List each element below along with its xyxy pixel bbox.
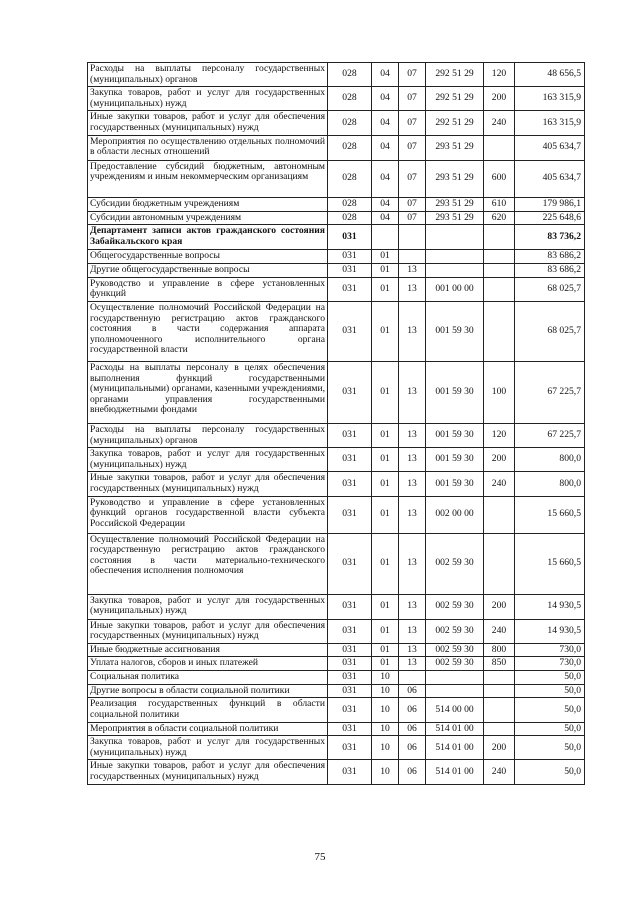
- cell-subsection: 13: [399, 657, 426, 671]
- cell-expense-type: [484, 533, 515, 594]
- table-row: [88, 361, 585, 423]
- cell-target-article: 292 51 29: [426, 63, 484, 87]
- cell-amount: 163 315,9: [515, 87, 585, 111]
- table-row: [88, 760, 585, 785]
- cell-subsection: 13: [399, 619, 426, 643]
- cell-expense-type: 200: [484, 87, 515, 111]
- cell-ministry-code: 028: [328, 135, 372, 160]
- cell-amount: 50,0: [515, 736, 585, 760]
- cell-section: 01: [372, 643, 399, 657]
- cell-subsection: 07: [399, 211, 426, 225]
- cell-name: Общегосударственные вопросы: [88, 250, 328, 264]
- cell-subsection: 07: [399, 87, 426, 111]
- cell-expense-type: 120: [484, 63, 515, 87]
- cell-subsection: 07: [399, 197, 426, 211]
- cell-section: 01: [372, 277, 399, 301]
- cell-name: Мероприятия в области социальной политики: [88, 722, 328, 736]
- table-row: [88, 643, 585, 657]
- cell-expense-type: [484, 698, 515, 722]
- cell-section: 04: [372, 160, 399, 197]
- cell-amount: 50,0: [515, 670, 585, 684]
- cell-target-article: 514 01 00: [426, 722, 484, 736]
- cell-name: Закупка товаров, работ и услуг для государственных (муниципальных) нужд: [88, 594, 328, 619]
- cell-amount: 83 686,2: [515, 263, 585, 277]
- cell-subsection: 07: [399, 160, 426, 197]
- cell-name: Закупка товаров, работ и услуг для государственных (муниципальных) нужд: [88, 448, 328, 472]
- cell-expense-type: 100: [484, 361, 515, 423]
- table-row: [88, 594, 585, 619]
- cell-name: Субсидии бюджетным учреждениям: [88, 197, 328, 211]
- cell-subsection: 13: [399, 472, 426, 496]
- table-row: [88, 657, 585, 671]
- table-row: [88, 301, 585, 361]
- cell-name: Иные закупки товаров, работ и услуг для обеспечения государственных (муниципальных) нужд: [88, 111, 328, 135]
- budget-table: [87, 62, 585, 785]
- cell-section: 04: [372, 135, 399, 160]
- cell-ministry-code: 031: [328, 684, 372, 698]
- cell-section: 10: [372, 760, 399, 785]
- budget-table-container: [87, 62, 584, 785]
- cell-section: 10: [372, 670, 399, 684]
- cell-subsection: 07: [399, 111, 426, 135]
- cell-expense-type: 200: [484, 448, 515, 472]
- cell-subsection: [399, 250, 426, 264]
- cell-target-article: 514 01 00: [426, 760, 484, 785]
- cell-subsection: 13: [399, 496, 426, 533]
- cell-expense-type: [484, 301, 515, 361]
- cell-amount: 15 660,5: [515, 533, 585, 594]
- cell-ministry-code: 031: [328, 760, 372, 785]
- cell-amount: 800,0: [515, 448, 585, 472]
- cell-amount: 48 656,5: [515, 63, 585, 87]
- cell-ministry-code: 031: [328, 670, 372, 684]
- cell-expense-type: 610: [484, 197, 515, 211]
- cell-ministry-code: 031: [328, 225, 372, 250]
- cell-target-article: [426, 225, 484, 250]
- cell-expense-type: 240: [484, 760, 515, 785]
- cell-target-article: 001 59 30: [426, 448, 484, 472]
- cell-ministry-code: 028: [328, 160, 372, 197]
- cell-target-article: 002 59 30: [426, 619, 484, 643]
- cell-subsection: 13: [399, 533, 426, 594]
- table-row: [88, 722, 585, 736]
- cell-target-article: 002 59 30: [426, 533, 484, 594]
- cell-expense-type: [484, 496, 515, 533]
- cell-expense-type: 850: [484, 657, 515, 671]
- table-row: [88, 533, 585, 594]
- cell-ministry-code: 028: [328, 63, 372, 87]
- cell-amount: 83 686,2: [515, 250, 585, 264]
- cell-name: Руководство и управление в сфере установленных функций органов государственной власти субъекта Российской Федерации: [88, 496, 328, 533]
- cell-subsection: 06: [399, 736, 426, 760]
- cell-amount: 50,0: [515, 684, 585, 698]
- cell-ministry-code: 031: [328, 643, 372, 657]
- cell-ministry-code: 031: [328, 619, 372, 643]
- cell-amount: 405 634,7: [515, 135, 585, 160]
- cell-expense-type: [484, 277, 515, 301]
- cell-amount: 67 225,7: [515, 361, 585, 423]
- cell-ministry-code: 031: [328, 594, 372, 619]
- cell-name: Департамент записи актов гражданского состояния Забайкальского края: [88, 225, 328, 250]
- cell-ministry-code: 031: [328, 698, 372, 722]
- cell-name: Осуществление полномочий Российской Федерации на государственную регистрацию актов гражданского состояния в части содержания аппарата уполномоченного исполнительного органа государственной власти: [88, 301, 328, 361]
- cell-target-article: [426, 263, 484, 277]
- cell-target-article: [426, 250, 484, 264]
- cell-target-article: [426, 684, 484, 698]
- cell-expense-type: [484, 135, 515, 160]
- cell-section: 01: [372, 619, 399, 643]
- cell-section: 01: [372, 496, 399, 533]
- cell-amount: 67 225,7: [515, 423, 585, 447]
- cell-expense-type: [484, 250, 515, 264]
- cell-subsection: 06: [399, 698, 426, 722]
- cell-amount: 800,0: [515, 472, 585, 496]
- cell-ministry-code: 031: [328, 301, 372, 361]
- cell-ministry-code: 031: [328, 533, 372, 594]
- table-row: [88, 619, 585, 643]
- cell-expense-type: 800: [484, 643, 515, 657]
- cell-target-article: 002 00 00: [426, 496, 484, 533]
- cell-name: Мероприятия по осуществлению отдельных полномочий в области лесных отношений: [88, 135, 328, 160]
- table-row: [88, 250, 585, 264]
- table-row: [88, 423, 585, 447]
- cell-section: [372, 225, 399, 250]
- cell-subsection: 07: [399, 63, 426, 87]
- cell-subsection: 13: [399, 594, 426, 619]
- cell-amount: 179 986,1: [515, 197, 585, 211]
- table-row: [88, 135, 585, 160]
- cell-name: Социальная политика: [88, 670, 328, 684]
- cell-target-article: 001 59 30: [426, 423, 484, 447]
- cell-name: Иные закупки товаров, работ и услуг для обеспечения государственных (муниципальных) нужд: [88, 760, 328, 785]
- cell-name: Иные бюджетные ассигнования: [88, 643, 328, 657]
- cell-ministry-code: 031: [328, 722, 372, 736]
- cell-target-article: [426, 670, 484, 684]
- cell-section: 01: [372, 301, 399, 361]
- cell-target-article: 002 59 30: [426, 643, 484, 657]
- cell-target-article: 514 01 00: [426, 736, 484, 760]
- cell-ministry-code: 031: [328, 657, 372, 671]
- cell-amount: 50,0: [515, 698, 585, 722]
- cell-amount: 730,0: [515, 643, 585, 657]
- cell-name: Предоставление субсидий бюджетным, автономным учреждениям и иным некоммерческим организациям: [88, 160, 328, 197]
- table-row: [88, 277, 585, 301]
- cell-name: Расходы на выплаты персоналу государственных (муниципальных) органов: [88, 63, 328, 87]
- cell-section: 01: [372, 533, 399, 594]
- cell-section: 04: [372, 87, 399, 111]
- cell-expense-type: 600: [484, 160, 515, 197]
- cell-subsection: 06: [399, 760, 426, 785]
- cell-ministry-code: 031: [328, 263, 372, 277]
- cell-section: 10: [372, 698, 399, 722]
- cell-amount: 83 736,2: [515, 225, 585, 250]
- cell-name: Реализация государственных функций в области социальной политики: [88, 698, 328, 722]
- cell-expense-type: 240: [484, 111, 515, 135]
- cell-target-article: 293 51 29: [426, 211, 484, 225]
- cell-expense-type: 620: [484, 211, 515, 225]
- table-row: [88, 87, 585, 111]
- cell-ministry-code: 031: [328, 448, 372, 472]
- cell-name: Расходы на выплаты персоналу в целях обеспечения выполнения функций государственными (муниципальными) органами, казенными учреждениями, органами управления государственными внебюджетными фондами: [88, 361, 328, 423]
- cell-section: 01: [372, 250, 399, 264]
- cell-section: 01: [372, 423, 399, 447]
- cell-subsection: 13: [399, 643, 426, 657]
- cell-name: Другие вопросы в области социальной политики: [88, 684, 328, 698]
- cell-section: 10: [372, 722, 399, 736]
- cell-subsection: 07: [399, 135, 426, 160]
- cell-subsection: 13: [399, 361, 426, 423]
- cell-amount: 14 930,5: [515, 594, 585, 619]
- cell-ministry-code: 031: [328, 361, 372, 423]
- cell-target-article: 001 59 30: [426, 472, 484, 496]
- cell-expense-type: 120: [484, 423, 515, 447]
- cell-target-article: 293 51 29: [426, 135, 484, 160]
- cell-subsection: 13: [399, 423, 426, 447]
- cell-name: Иные закупки товаров, работ и услуг для обеспечения государственных (муниципальных) нужд: [88, 472, 328, 496]
- budget-table-body: [88, 63, 585, 785]
- cell-ministry-code: 031: [328, 736, 372, 760]
- table-row: [88, 698, 585, 722]
- cell-subsection: [399, 225, 426, 250]
- cell-section: 04: [372, 211, 399, 225]
- cell-ministry-code: 031: [328, 496, 372, 533]
- cell-amount: 50,0: [515, 760, 585, 785]
- cell-amount: 68 025,7: [515, 277, 585, 301]
- cell-ministry-code: 031: [328, 472, 372, 496]
- cell-expense-type: [484, 722, 515, 736]
- cell-target-article: 292 51 29: [426, 87, 484, 111]
- cell-ministry-code: 031: [328, 423, 372, 447]
- table-row: [88, 736, 585, 760]
- cell-section: 01: [372, 472, 399, 496]
- cell-subsection: 13: [399, 277, 426, 301]
- cell-amount: 730,0: [515, 657, 585, 671]
- cell-subsection: 13: [399, 301, 426, 361]
- cell-section: 10: [372, 684, 399, 698]
- cell-ministry-code: 031: [328, 250, 372, 264]
- table-row: [88, 211, 585, 225]
- cell-subsection: [399, 670, 426, 684]
- table-row: [88, 263, 585, 277]
- cell-expense-type: 240: [484, 472, 515, 496]
- cell-subsection: 13: [399, 263, 426, 277]
- cell-ministry-code: 028: [328, 111, 372, 135]
- cell-section: 04: [372, 63, 399, 87]
- cell-target-article: 514 00 00: [426, 698, 484, 722]
- cell-target-article: 001 59 30: [426, 301, 484, 361]
- cell-name: Руководство и управление в сфере установленных функций: [88, 277, 328, 301]
- cell-expense-type: 240: [484, 619, 515, 643]
- cell-target-article: 293 51 29: [426, 160, 484, 197]
- cell-name: Закупка товаров, работ и услуг для государственных (муниципальных) нужд: [88, 87, 328, 111]
- table-row: [88, 63, 585, 87]
- table-row: [88, 684, 585, 698]
- cell-section: 01: [372, 594, 399, 619]
- cell-subsection: 06: [399, 722, 426, 736]
- cell-target-article: 001 00 00: [426, 277, 484, 301]
- cell-expense-type: [484, 263, 515, 277]
- table-row: [88, 225, 585, 250]
- cell-ministry-code: 028: [328, 197, 372, 211]
- table-row: [88, 197, 585, 211]
- cell-amount: 50,0: [515, 722, 585, 736]
- cell-ministry-code: 031: [328, 277, 372, 301]
- table-row: [88, 111, 585, 135]
- cell-target-article: 002 59 30: [426, 594, 484, 619]
- cell-amount: 225 648,6: [515, 211, 585, 225]
- cell-expense-type: [484, 670, 515, 684]
- table-row: [88, 472, 585, 496]
- table-row: [88, 496, 585, 533]
- cell-name: Расходы на выплаты персоналу государственных (муниципальных) органов: [88, 423, 328, 447]
- cell-expense-type: 200: [484, 594, 515, 619]
- cell-target-article: 002 59 30: [426, 657, 484, 671]
- cell-name: Осуществление полномочий Российской Федерации на государственную регистрацию актов гражданского состояния в части материально-технического обеспечения исполнения полномочия: [88, 533, 328, 594]
- cell-target-article: 001 59 30: [426, 361, 484, 423]
- cell-ministry-code: 028: [328, 87, 372, 111]
- cell-amount: 15 660,5: [515, 496, 585, 533]
- cell-name: Уплата налогов, сборов и иных платежей: [88, 657, 328, 671]
- cell-name: Иные закупки товаров, работ и услуг для обеспечения государственных (муниципальных) нужд: [88, 619, 328, 643]
- cell-amount: 68 025,7: [515, 301, 585, 361]
- cell-subsection: 06: [399, 684, 426, 698]
- cell-subsection: 13: [399, 448, 426, 472]
- page-number: 75: [314, 851, 326, 863]
- cell-ministry-code: 028: [328, 211, 372, 225]
- cell-name: Закупка товаров, работ и услуг для государственных (муниципальных) нужд: [88, 736, 328, 760]
- cell-section: 01: [372, 657, 399, 671]
- cell-target-article: 292 51 29: [426, 111, 484, 135]
- cell-amount: 14 930,5: [515, 619, 585, 643]
- cell-name: Другие общегосударственные вопросы: [88, 263, 328, 277]
- cell-section: 10: [372, 736, 399, 760]
- cell-section: 04: [372, 197, 399, 211]
- cell-expense-type: [484, 225, 515, 250]
- table-row: [88, 670, 585, 684]
- cell-section: 01: [372, 361, 399, 423]
- cell-section: 01: [372, 263, 399, 277]
- cell-amount: 163 315,9: [515, 111, 585, 135]
- cell-section: 04: [372, 111, 399, 135]
- table-row: [88, 160, 585, 197]
- table-row: [88, 448, 585, 472]
- cell-section: 01: [372, 448, 399, 472]
- cell-expense-type: 200: [484, 736, 515, 760]
- cell-expense-type: [484, 684, 515, 698]
- cell-name: Субсидии автономным учреждениям: [88, 211, 328, 225]
- cell-amount: 405 634,7: [515, 160, 585, 197]
- cell-target-article: 293 51 29: [426, 197, 484, 211]
